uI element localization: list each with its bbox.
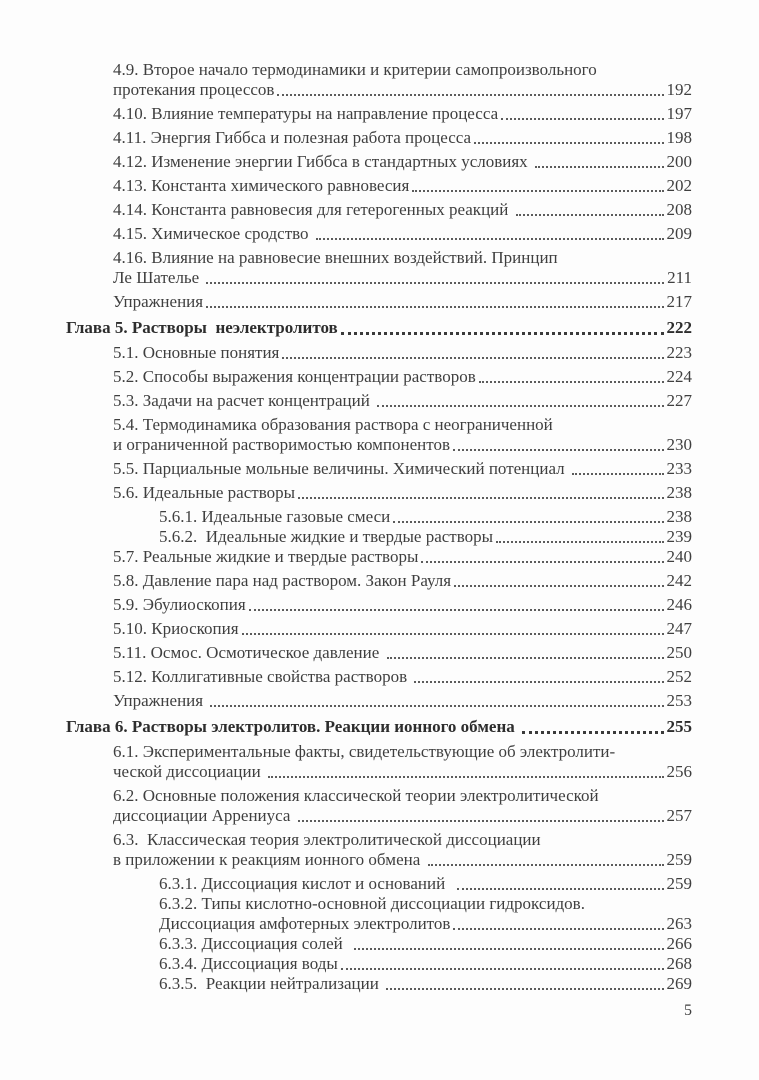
toc-entry-last-line: [113, 619, 692, 639]
dot-leader: [522, 731, 663, 734]
toc-entry-text-line: 6.3.2. Типы кислотно-основной диссоциации гидроксидов.: [159, 894, 585, 913]
toc-entry: [66, 742, 692, 782]
toc-page-number: 211: [667, 268, 692, 287]
toc-entry-text: 5.12. Коллигативные свойства растворов: [113, 667, 412, 686]
toc-entry-text: 5.9. Эбулиоскопия: [113, 595, 246, 614]
toc-entry-last-line: [113, 224, 692, 244]
toc-entry: [66, 248, 692, 288]
dot-leader: [206, 282, 664, 284]
toc-entry-last-line: [113, 643, 692, 663]
toc-entry-text: 5.10. Криоскопия: [113, 619, 239, 638]
dot-leader: [242, 633, 664, 635]
toc-entry-text-line: 6.3. Классическая теория электролитической диссоциации: [113, 830, 541, 849]
dot-leader: [354, 948, 663, 950]
dot-leader: [277, 94, 663, 96]
toc-entry-last-line: [113, 152, 692, 172]
dot-leader: [387, 657, 664, 659]
toc-page-number: 230: [666, 435, 692, 454]
toc-entry-last-line: [113, 292, 692, 312]
toc-entry-last-line: [159, 527, 692, 547]
dot-leader: [501, 118, 663, 120]
toc-entry: [66, 343, 692, 363]
toc-page-number: 198: [666, 128, 692, 147]
toc-entry-text-line: 4.16. Влияние на равновесие внешних воздействий. Принцип: [113, 248, 558, 267]
toc-entry-text: 5.6.2. Идеальные жидкие и твердые растворы: [159, 527, 494, 546]
toc-entry-last-line: [113, 80, 692, 100]
dot-leader: [535, 166, 664, 168]
toc-page-number: 197: [666, 104, 692, 123]
toc-entry-text: диссоциации Аррениуса: [113, 806, 295, 825]
toc-entry-last-line: [113, 104, 692, 124]
toc-entry: [66, 786, 692, 826]
toc-entry: [66, 483, 692, 503]
toc-entry-text: 6.3.1. Диссоциация кислот и оснований: [159, 874, 454, 893]
toc-page-number: 240: [666, 547, 692, 566]
toc-page-number: 239: [666, 527, 692, 546]
dot-leader: [316, 238, 664, 240]
toc-entry: [66, 643, 692, 663]
toc-entry-last-line: [159, 954, 692, 974]
toc-entry-last-line: [113, 200, 692, 220]
table-of-contents: [66, 60, 692, 994]
toc-entry: [66, 224, 692, 244]
toc-entry-last-line: [159, 507, 692, 527]
toc-entry-text: 4.14. Константа равновесия для гетерогенных реакций: [113, 200, 513, 219]
toc-page-number: 257: [666, 806, 692, 825]
toc-entry-text-line: 5.4. Термодинамика образования раствора с неограниченной: [113, 415, 553, 434]
toc-entry-last-line: [66, 717, 692, 737]
dot-leader: [453, 928, 663, 930]
page-number: 5: [684, 1002, 692, 1019]
toc-entry-text: 5.6.1. Идеальные газовые смеси: [159, 507, 391, 526]
toc-page-number: 247: [666, 619, 692, 638]
dot-leader: [414, 681, 663, 683]
toc-entry: [66, 507, 692, 527]
dot-leader: [412, 190, 663, 192]
toc-entry-last-line: [113, 176, 692, 196]
toc-entry-text: 5.7. Реальные жидкие и твердые растворы: [113, 547, 419, 566]
toc-entry-last-line: [159, 934, 692, 954]
toc-page-number: 208: [666, 200, 692, 219]
toc-entry-text: и ограниченной растворимостью компонентов: [113, 435, 450, 454]
toc-page-number: 238: [666, 507, 692, 526]
toc-entry-text-line: 4.9. Второе начало термодинамики и критерии самопроизвольного: [113, 60, 597, 79]
toc-entry-text: 4.15. Химическое сродство: [113, 224, 313, 243]
dot-leader: [474, 142, 663, 144]
dot-leader: [496, 541, 663, 543]
toc-page-number: 259: [666, 850, 692, 869]
toc-entry: [66, 527, 692, 547]
toc-entry-last-line: [113, 435, 692, 455]
toc-entry-last-line: [113, 483, 692, 503]
toc-entry-last-line: [113, 691, 692, 711]
dot-leader: [282, 357, 663, 359]
toc-page-number: 233: [666, 459, 692, 478]
toc-entry-last-line: [113, 571, 692, 591]
toc-entry: [66, 954, 692, 974]
dot-leader: [457, 888, 664, 890]
toc-page-number: 259: [666, 874, 692, 893]
toc-entry-last-line: [113, 391, 692, 411]
toc-page-number: 268: [666, 954, 692, 973]
toc-entry: [66, 894, 692, 934]
toc-entry-text: 5.6. Идеальные растворы: [113, 483, 296, 502]
toc-entry-text: 5.1. Основные понятия: [113, 343, 280, 362]
dot-leader: [386, 988, 663, 990]
dot-leader: [377, 405, 663, 407]
toc-entry-last-line: [113, 343, 692, 363]
toc-page-number: 200: [666, 152, 692, 171]
toc-entry-text: 6.3.3. Диссоциация солей: [159, 934, 352, 953]
toc-entry-text: Глава 6. Растворы электролитов. Реакции ионного обмена: [66, 717, 520, 736]
toc-page-number: 227: [666, 391, 692, 410]
toc-entry-text-line: 6.2. Основные положения классической теории электролитической: [113, 786, 599, 805]
dot-leader: [516, 214, 664, 216]
dot-leader: [249, 609, 664, 611]
toc-page-number: 242: [666, 571, 692, 590]
toc-page-number: 263: [666, 914, 692, 933]
toc-entry-last-line: [113, 762, 692, 782]
dot-leader: [393, 521, 663, 523]
toc-entry-last-line: [113, 806, 692, 826]
toc-page-number: 224: [666, 367, 692, 386]
toc-entry-last-line: [113, 367, 692, 387]
toc-entry-last-line: [159, 914, 692, 934]
toc-entry: [66, 667, 692, 687]
toc-page-number: 256: [666, 762, 692, 781]
toc-page-number: 209: [666, 224, 692, 243]
toc-page-number: 255: [666, 717, 692, 736]
toc-entry-text: ческой диссоциации: [113, 762, 265, 781]
toc-entry: [66, 200, 692, 220]
toc-entry: [66, 415, 692, 455]
toc-entry-text: 5.5. Парциальные мольные величины. Химический потенциал: [113, 459, 569, 478]
toc-page-number: 253: [666, 691, 692, 710]
dot-leader: [210, 705, 663, 707]
toc-entry-text: протекания процессов: [113, 80, 275, 99]
toc-entry: [66, 391, 692, 411]
toc-entry-text: Глава 5. Растворы неэлектролитов: [66, 318, 338, 337]
toc-chapter-entry: [66, 318, 692, 338]
page-footer: [684, 1002, 692, 1020]
toc-entry-text: 4.13. Константа химического равновесия: [113, 176, 410, 195]
toc-entry-text: 4.10. Влияние температуры на направление процесса: [113, 104, 499, 123]
toc-entry-text: 4.12. Изменение энергии Гиббса в стандартных условиях: [113, 152, 532, 171]
toc-entry-last-line: [159, 874, 692, 894]
toc-chapter-entry: [66, 717, 692, 737]
dot-leader: [206, 306, 663, 308]
toc-entry-last-line: [113, 128, 692, 148]
dot-leader: [453, 449, 664, 451]
toc-page-number: 246: [666, 595, 692, 614]
toc-entry: [66, 459, 692, 479]
dot-leader: [428, 864, 664, 866]
toc-entry: [66, 619, 692, 639]
toc-entry-text: 5.3. Задачи на расчет концентраций: [113, 391, 375, 410]
toc-entry-text: Диссоциация амфотерных электролитов: [159, 914, 451, 933]
toc-page-number: 269: [666, 974, 692, 993]
toc-entry-last-line: [113, 595, 692, 615]
dot-leader: [341, 968, 664, 970]
toc-entry-text: 5.2. Способы выражения концентрации растворов: [113, 367, 476, 386]
toc-entry-last-line: [113, 850, 692, 870]
toc-entry: [66, 292, 692, 312]
toc-entry-text: Ле Шателье: [113, 268, 204, 287]
toc-page-number: 238: [666, 483, 692, 502]
toc-page-number: 202: [666, 176, 692, 195]
toc-entry: [66, 874, 692, 894]
toc-entry: [66, 830, 692, 870]
toc-page-number: 223: [666, 343, 692, 362]
toc-entry-last-line: [113, 459, 692, 479]
toc-page-number: 266: [666, 934, 692, 953]
dot-leader: [298, 497, 663, 499]
toc-entry-text: 5.11. Осмос. Осмотическое давление: [113, 643, 384, 662]
toc-entry-last-line: [159, 974, 692, 994]
dot-leader: [298, 820, 664, 822]
toc-page-number: 222: [666, 318, 692, 337]
toc-entry: [66, 176, 692, 196]
toc-entry-text: Упражнения: [113, 691, 208, 710]
toc-entry: [66, 152, 692, 172]
toc-entry: [66, 547, 692, 567]
toc-entry: [66, 128, 692, 148]
toc-page-number: 250: [666, 643, 692, 662]
dot-leader: [479, 381, 664, 383]
dot-leader: [454, 585, 663, 587]
toc-entry-last-line: [113, 547, 692, 567]
toc-entry-text: Упражнения: [113, 292, 204, 311]
toc-entry-text: 6.3.4. Диссоциация воды: [159, 954, 338, 973]
toc-page-number: 192: [666, 80, 692, 99]
toc-entry-text: 6.3.5. Реакции нейтрализации: [159, 974, 384, 993]
toc-entry-text: 4.11. Энергия Гиббса и полезная работа процесса: [113, 128, 472, 147]
toc-entry: [66, 974, 692, 994]
dot-leader: [268, 776, 664, 778]
toc-entry-last-line: [66, 318, 692, 338]
toc-entry-text: в приложении к реакциям ионного обмена: [113, 850, 425, 869]
dot-leader: [421, 561, 663, 563]
toc-page-number: 252: [666, 667, 692, 686]
toc-entry-last-line: [113, 667, 692, 687]
toc-entry: [66, 691, 692, 711]
toc-entry-text: 5.8. Давление пара над раствором. Закон Рауля: [113, 571, 452, 590]
toc-entry: [66, 595, 692, 615]
toc-page-number: 217: [666, 292, 692, 311]
toc-entry: [66, 571, 692, 591]
dot-leader: [341, 332, 664, 335]
toc-entry-last-line: [113, 268, 692, 288]
dot-leader: [572, 473, 664, 475]
toc-entry: [66, 934, 692, 954]
toc-entry-text-line: 6.1. Экспериментальные факты, свидетельствующие об электролити-: [113, 742, 616, 761]
toc-entry: [66, 367, 692, 387]
toc-entry: [66, 104, 692, 124]
toc-entry: [66, 60, 692, 100]
